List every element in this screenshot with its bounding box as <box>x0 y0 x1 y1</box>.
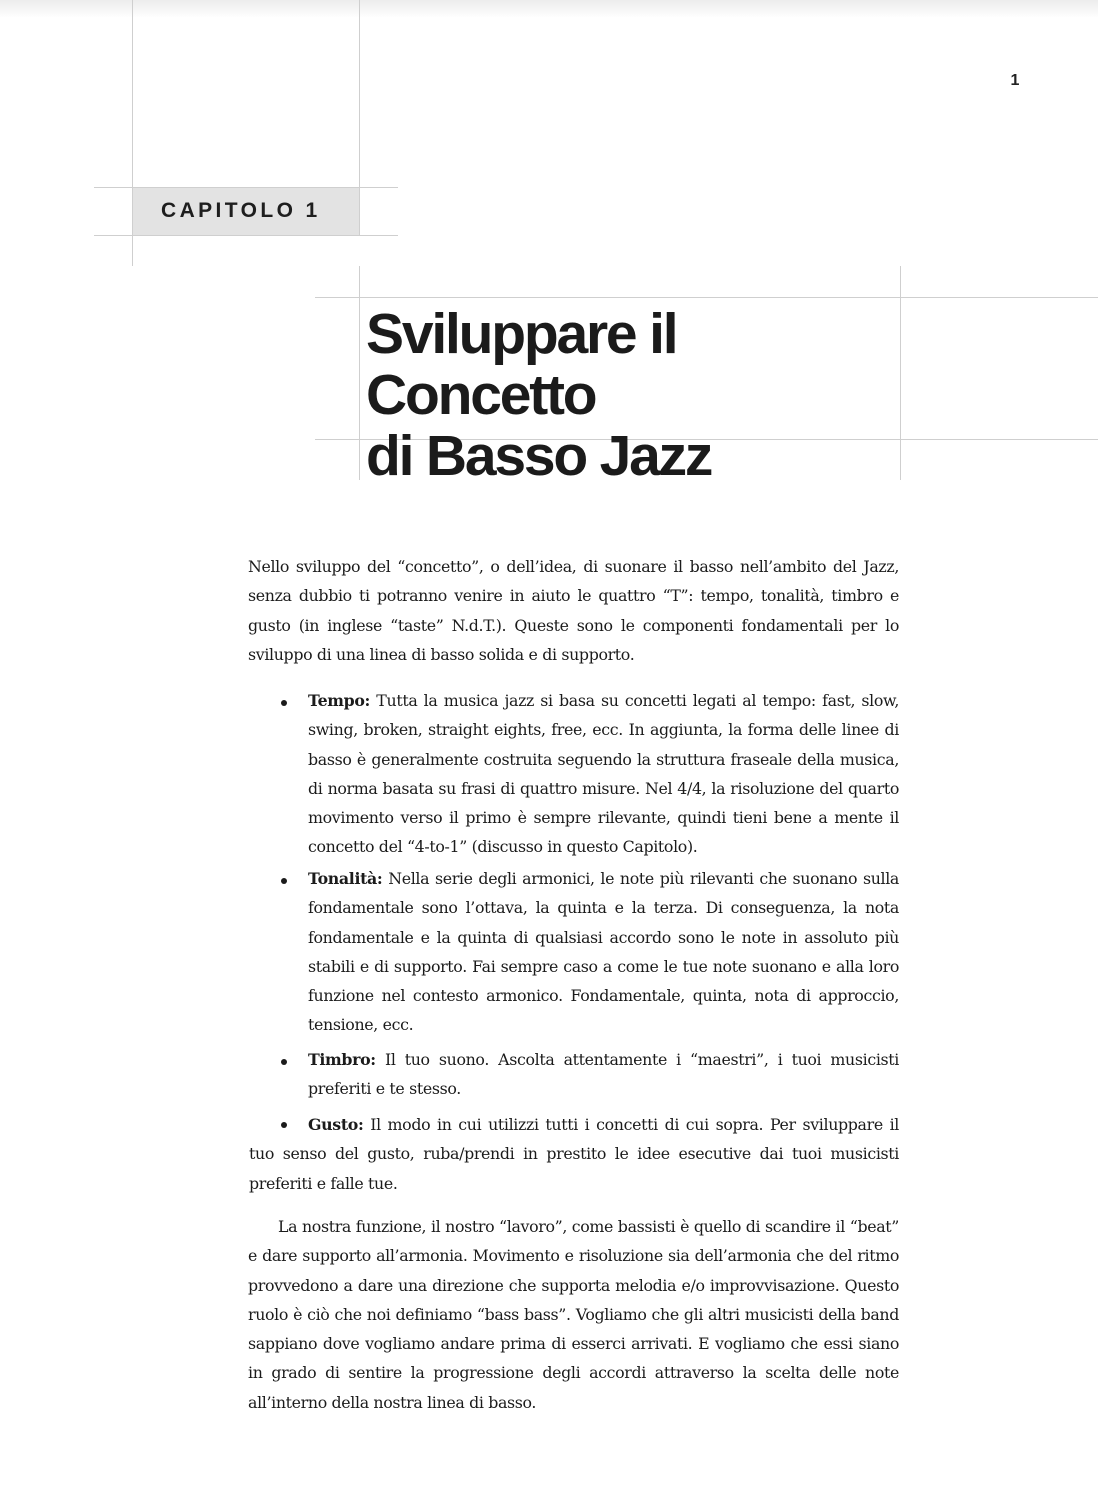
guide-rule-v3 <box>359 266 360 480</box>
bullet-dot <box>281 700 287 706</box>
bullet-text: Tutta la musica jazz si basa su concetti legati al tempo: fast, slow, swing, broken, straight eights, free, ecc. In aggiunta, la forma delle linee di basso è generalmente costruita seguendo la struttura fraseale della musica, di norma basata su frasi di quattro misure. Nel 4/4, la risoluzione del quarto movimento verso il primo è sempre rilevante, quindi tieni bene a mente il concetto del “4-to-1” (discusso in questo Capitolo). <box>308 691 899 857</box>
chapter-label: CAPITOLO 1 <box>161 199 321 222</box>
guide-rule-v2 <box>359 0 360 235</box>
guide-rule-v4 <box>900 266 901 480</box>
bullet-dot <box>281 1059 287 1065</box>
bullet-item-gusto <box>249 1110 899 1198</box>
bullet-text: Il tuo suono. Ascolta attentamente i “maestri”, i tuoi musicisti preferiti e te stesso. <box>308 1050 899 1099</box>
chapter-title <box>366 304 896 487</box>
guide-rule-h3 <box>315 297 1098 298</box>
bullet-term: Tonalità: <box>308 869 383 888</box>
page-top-shadow <box>0 0 1098 18</box>
bullet-text: Il modo in cui utilizzi tutti i concetti di cui sopra. Per sviluppare il tuo senso del gusto, ruba/prendi in prestito le idee esecutive dai tuoi musicisti preferiti e falle tue. <box>249 1115 899 1193</box>
closing-paragraph: La nostra funzione, il nostro “lavoro”, come bassisti è quello di scandire il “beat” e dare supporto all’armonia. Movimento e risoluzione sia dell’armonia che del ritmo provvedono a dare una direzione che supporta melodia e/o improvvisazione. Questo ruolo è ciò che noi definiamo “bass bass”. Vogliamo che gli altri musicisti della band sappiano dove vogliamo andare prima di esserci arrivati. E vogliamo che essi siano in grado di sentire la progressione degli accordi attraverso la scelta delle note all’interno della nostra linea di basso. <box>248 1217 899 1412</box>
page-number: 1 <box>1010 72 1020 89</box>
bullet-dot <box>281 878 287 884</box>
bullet-term: Timbro: <box>308 1050 376 1069</box>
bullet-text: Nella serie degli armonici, le note più rilevanti che suonano sulla fondamentale sono l’ottava, la quinta e la terza. Di conseguenza, la nota fondamentale e la quinta di qualsiasi accordo sono le note in assoluto più stabili e di supporto. Fai sempre caso a come le tue note suonano e alla loro funzione nel contesto armonico. Fondamentale, quinta, nota di approccio, tensione, ecc. <box>308 869 899 1035</box>
bullet-term: Tempo: <box>308 691 371 710</box>
bullet-term: Gusto: <box>308 1115 364 1134</box>
guide-rule-h2 <box>94 235 398 236</box>
chapter-title-line-1: Sviluppare il Concetto <box>366 302 677 427</box>
bullet-item-tempo <box>308 686 899 862</box>
bullet-item-tonalita <box>308 864 899 1040</box>
intro-paragraph: Nello sviluppo del “concetto”, o dell’idea, di suonare il basso nell’ambito del Jazz, senza dubbio ti potranno venire in aiuto le quattro “T”: tempo, tonalità, timbro e gusto (in inglese “taste” N.d.T.). Queste sono le componenti fondamentali per lo sviluppo di una linea di basso solida e di supporto. <box>248 557 899 664</box>
chapter-title-line-2: di Basso Jazz <box>366 424 712 488</box>
bullet-item-timbro <box>308 1045 899 1104</box>
